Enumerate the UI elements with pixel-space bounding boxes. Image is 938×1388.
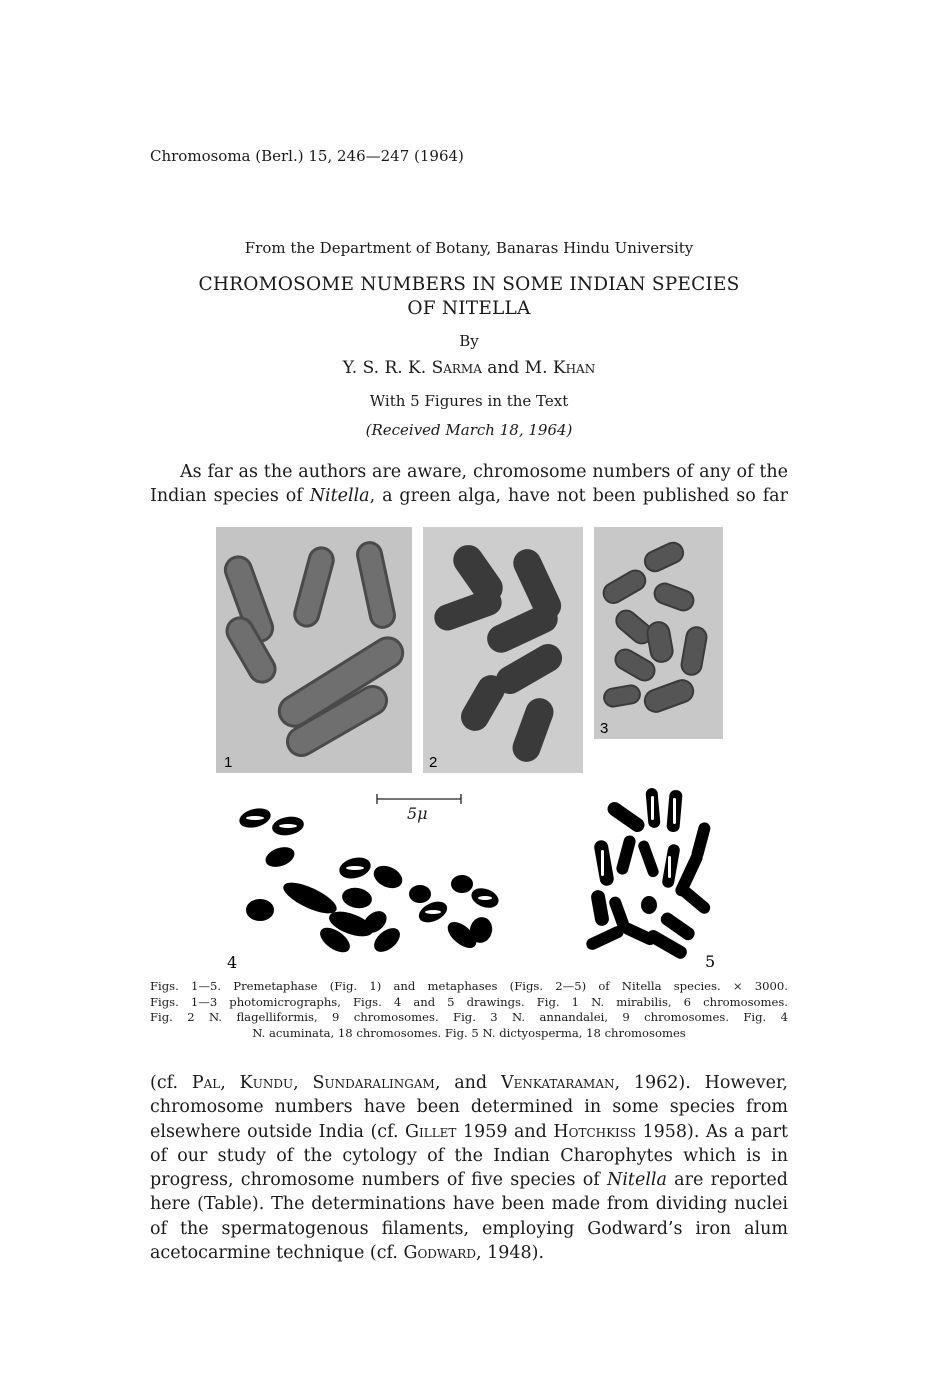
cite-godward: Godward [403, 1243, 476, 1264]
cite-venkataraman: Venkataraman [500, 1073, 615, 1093]
body-text-6: 1959 and [456, 1121, 554, 1142]
author2-initials: M. [524, 358, 548, 378]
drawing-5-number: 5 [705, 952, 716, 971]
caption-line-4: N. acuminata, 18 chromosomes. Fig. 5 N. dictyosperma, 18 chromosomes [252, 1025, 686, 1040]
department-line: From the Department of Botany, Banaras Hindu University [244, 239, 694, 257]
title-line-2: OF NITELLA [407, 298, 531, 319]
caption-line-3: Fig. 2 N. flagelliformis, 9 chromosomes. Fig. 3 N. annandalei, 9 chromosomes. Fig. 4 [150, 1010, 788, 1025]
title-line-1: CHROMOSOME NUMBERS IN SOME INDIAN SPECIES [198, 274, 740, 295]
body-paragraph [150, 1071, 788, 1265]
drawing-4-image [225, 800, 515, 972]
authors-and: and [487, 358, 520, 378]
body-text-3: , [293, 1073, 313, 1093]
photo-panel-2 [423, 527, 583, 773]
photo-panel-3 [594, 527, 723, 739]
intro-paragraph [150, 460, 788, 509]
cite-hotchkiss: Hotchkiss [553, 1121, 637, 1142]
author1-initials: Y. S. R. K. [342, 358, 427, 378]
figures-note: With 5 Figures in the Text [369, 392, 569, 410]
running-head: Chromosoma (Berl.) 15, 246—247 (1964) [150, 147, 464, 165]
author2-surname: Khan [552, 358, 596, 378]
author1-surname: Sarma [431, 358, 482, 378]
body-genus: Nitella [607, 1170, 667, 1191]
by-line: By [459, 332, 479, 350]
cite-pal: Pal [191, 1073, 221, 1093]
photo-3-number: 3 [600, 720, 609, 737]
caption-line-1: Figs. 1—5. Premetaphase (Fig. 1) and metaphases (Figs. 2—5) of Nitella species. × 3000. [150, 979, 788, 993]
cite-kundu: Kundu [239, 1073, 294, 1093]
body-text-5: , 1962). However, chromosome numbers have been determined in some species from elsewhere outside India (cf. [150, 1073, 788, 1142]
drawing-5-image [585, 780, 725, 972]
body-text-4: , and [434, 1073, 501, 1093]
cite-gillet: Gillet [405, 1121, 457, 1142]
figure-caption [150, 979, 788, 1041]
body-text-8: are reported here (Table). The determinations have been made from dividing nuclei of the spermatogenous filaments, employing Godward’s iron alum acetocarmine technique (cf. [150, 1170, 788, 1264]
received-date: (Received March 18, 1964) [365, 421, 573, 439]
drawing-fig-4 [225, 800, 515, 972]
caption-line-2: Figs. 1—3 photomicrographs, Figs. 4 and 5 drawings. Fig. 1 N. mirabilis, 6 chromosomes. [150, 994, 788, 1009]
scale-bar-label: 5μ [407, 804, 428, 823]
photo-2-number: 2 [429, 754, 438, 771]
drawing-fig-5 [585, 780, 725, 972]
authors [0, 358, 938, 378]
drawing-4-number: 4 [227, 953, 238, 972]
cite-sundaralingam: Sundaralingam [312, 1073, 435, 1093]
intro-text-2: , a green alga, have not been published so far [369, 486, 788, 507]
intro-text-1: As far as the authors are aware, chromosome numbers of any of the Indian species of [150, 462, 788, 507]
paper-title [0, 273, 938, 321]
body-text-7: 1958). As a part of our study of the cytology of the Indian Charophytes which is in progress, chromosome numbers of five species of [150, 1121, 788, 1191]
photo-3-image [594, 527, 723, 739]
photo-2-image [423, 527, 583, 773]
photo-panel-1 [216, 527, 412, 773]
photo-1-number: 1 [224, 754, 233, 771]
body-text-2: , [220, 1073, 240, 1093]
intro-genus: Nitella [309, 486, 370, 507]
photo-1-image [216, 527, 412, 773]
body-text-1: (cf. [150, 1073, 192, 1093]
body-text-9: , 1948). [475, 1243, 545, 1264]
